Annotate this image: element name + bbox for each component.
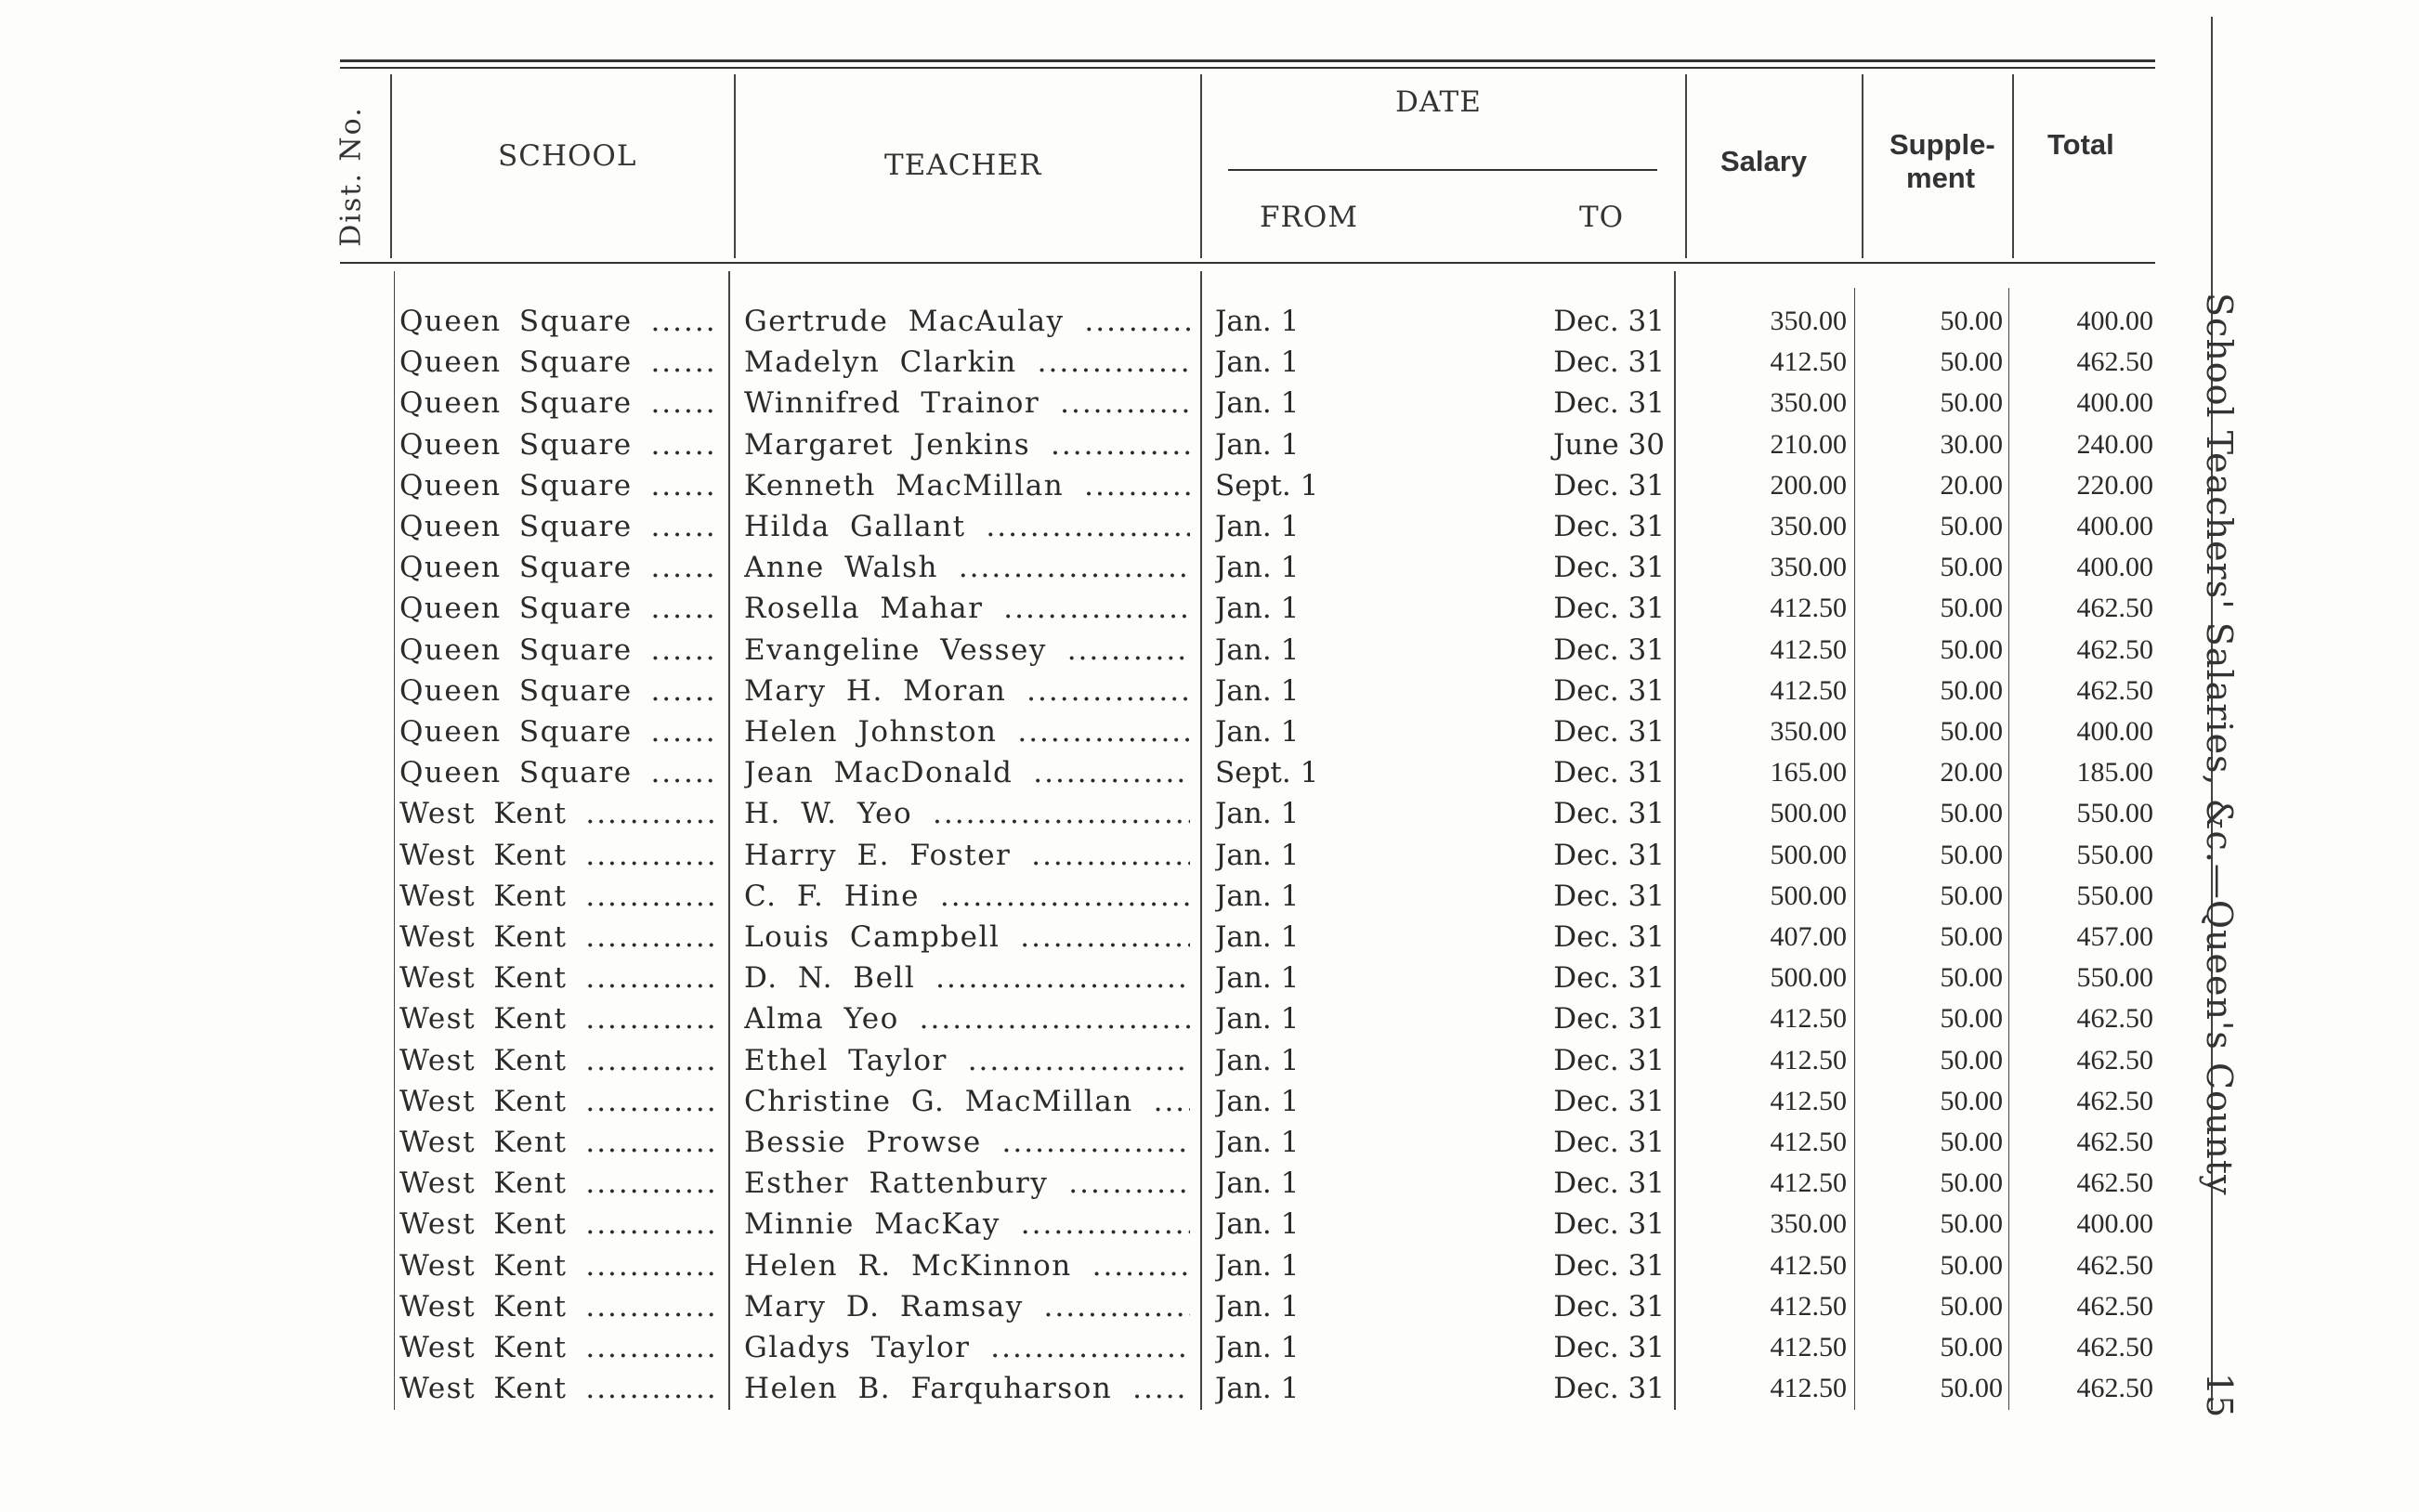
school-cell: West Kent .....	[399, 1368, 715, 1409]
salary-cell: 412.50	[1770, 593, 1847, 623]
to-date-cell: Dec. 31	[1553, 1002, 1665, 1036]
salary-cell: 412.50	[1770, 634, 1847, 665]
from-date-cell: Jan. 1	[1215, 674, 1300, 708]
teacher-cell: Kenneth MacMillan .....	[744, 465, 1190, 506]
teacher-cell: C. F. Hine .....	[744, 876, 1190, 917]
salary-cell: 500.00	[1770, 840, 1847, 870]
teacher-cell: Anne Walsh .....	[744, 547, 1190, 588]
to-date-cell: June 30	[1552, 428, 1665, 462]
from-date-cell: Jan. 1	[1215, 1002, 1300, 1036]
supplement-cell: 50.00	[1940, 1332, 2003, 1362]
supplement-cell: 50.00	[1940, 1167, 2003, 1198]
teacher-cell: Hilda Gallant .....	[744, 506, 1190, 547]
table-row	[0, 1040, 2419, 1081]
table-row	[0, 342, 2419, 383]
from-date-cell: Jan. 1	[1215, 797, 1300, 830]
table-row	[0, 630, 2419, 671]
supplement-cell: 50.00	[1940, 880, 2003, 911]
table-row	[0, 301, 2419, 342]
total-cell: 462.50	[2076, 593, 2153, 623]
teacher-cell: H. W. Yeo .....	[744, 793, 1190, 834]
supplement-cell: 50.00	[1940, 306, 2003, 336]
supplement-cell: 50.00	[1940, 1003, 2003, 1034]
school-cell: Queen Square .....	[399, 671, 715, 711]
school-cell: Queen Square .....	[399, 588, 715, 629]
table-row	[0, 383, 2419, 424]
salary-cell: 350.00	[1770, 511, 1847, 541]
teacher-cell: Esther Rattenbury .....	[744, 1163, 1190, 1204]
to-date-cell: Dec. 31	[1553, 345, 1665, 379]
from-date-cell: Jan. 1	[1215, 1207, 1300, 1241]
total-cell: 550.00	[2076, 880, 2153, 911]
to-date-cell: Dec. 31	[1553, 920, 1665, 954]
school-cell: West Kent .....	[399, 1327, 715, 1368]
total-cell: 400.00	[2076, 387, 2153, 418]
table-row	[0, 547, 2419, 588]
salary-cell: 350.00	[1770, 716, 1847, 747]
total-cell: 400.00	[2076, 511, 2153, 541]
supplement-cell: 50.00	[1940, 716, 2003, 747]
salary-cell: 200.00	[1770, 470, 1847, 501]
from-date-cell: Jan. 1	[1215, 880, 1300, 913]
total-cell: 550.00	[2076, 840, 2153, 870]
to-date-cell: Dec. 31	[1553, 305, 1665, 338]
school-cell: Queen Square .....	[399, 465, 715, 506]
from-date-cell: Jan. 1	[1215, 1249, 1300, 1283]
salary-cell: 350.00	[1770, 552, 1847, 582]
salary-cell: 412.50	[1770, 1167, 1847, 1198]
school-cell: West Kent .....	[399, 835, 715, 876]
table-row	[0, 671, 2419, 711]
total-cell: 462.50	[2076, 675, 2153, 706]
to-date-cell: Dec. 31	[1553, 880, 1665, 913]
to-date-cell: Dec. 31	[1553, 1167, 1665, 1200]
teacher-cell: Madelyn Clarkin .....	[744, 342, 1190, 383]
header-date: DATE	[1395, 85, 1482, 119]
table-row	[0, 1163, 2419, 1204]
salary-cell: 412.50	[1770, 1086, 1847, 1116]
salary-cell: 412.50	[1770, 346, 1847, 377]
from-date-cell: Jan. 1	[1215, 1085, 1300, 1118]
to-date-cell: Dec. 31	[1553, 756, 1665, 789]
from-date-cell: Jan. 1	[1215, 345, 1300, 379]
salary-cell: 500.00	[1770, 798, 1847, 828]
teacher-cell: Gertrude MacAulay .....	[744, 301, 1190, 342]
teacher-cell: Jean MacDonald .....	[744, 752, 1190, 793]
total-cell: 462.50	[2076, 1167, 2153, 1198]
school-cell: West Kent .....	[399, 1245, 715, 1286]
from-date-cell: Jan. 1	[1215, 592, 1300, 625]
school-cell: West Kent .....	[399, 1081, 715, 1122]
salary-cell: 412.50	[1770, 1373, 1847, 1403]
from-date-cell: Sept. 1	[1215, 469, 1319, 502]
salary-cell: 165.00	[1770, 757, 1847, 788]
total-cell: 462.50	[2076, 1086, 2153, 1116]
to-date-cell: Dec. 31	[1553, 469, 1665, 502]
total-cell: 550.00	[2076, 798, 2153, 828]
table-row	[0, 1122, 2419, 1163]
supplement-cell: 50.00	[1940, 840, 2003, 870]
teacher-cell: Minnie MacKay .....	[744, 1204, 1190, 1245]
header-supplement-line1: Supple-	[1889, 128, 1995, 161]
school-cell: Queen Square .....	[399, 752, 715, 793]
total-cell: 400.00	[2076, 716, 2153, 747]
supplement-cell: 50.00	[1940, 1045, 2003, 1075]
from-date-cell: Jan. 1	[1215, 961, 1300, 995]
salary-cell: 500.00	[1770, 880, 1847, 911]
supplement-cell: 50.00	[1940, 552, 2003, 582]
teacher-cell: Helen Johnston .....	[744, 711, 1190, 752]
from-date-cell: Jan. 1	[1215, 1044, 1300, 1077]
teacher-cell: Louis Campbell .....	[744, 917, 1190, 958]
supplement-cell: 50.00	[1940, 511, 2003, 541]
total-cell: 462.50	[2076, 1373, 2153, 1403]
salary-cell: 210.00	[1770, 429, 1847, 460]
teacher-cell: Helen R. McKinnon .....	[744, 1245, 1190, 1286]
supplement-cell: 50.00	[1940, 962, 2003, 993]
supplement-cell: 50.00	[1940, 346, 2003, 377]
salary-cell: 500.00	[1770, 962, 1847, 993]
header-vline-supplement	[2012, 74, 2014, 258]
to-date-cell: Dec. 31	[1553, 1044, 1665, 1077]
to-date-cell: Dec. 31	[1553, 715, 1665, 749]
supplement-cell: 50.00	[1940, 675, 2003, 706]
from-date-cell: Jan. 1	[1215, 551, 1300, 584]
school-cell: Queen Square .....	[399, 711, 715, 752]
from-date-cell: Jan. 1	[1215, 510, 1300, 543]
table-row	[0, 424, 2419, 465]
school-cell: West Kent .....	[399, 998, 715, 1039]
date-divider-rule	[1228, 169, 1657, 171]
from-date-cell: Jan. 1	[1215, 1372, 1300, 1405]
supplement-cell: 20.00	[1940, 757, 2003, 788]
table-row	[0, 1368, 2419, 1409]
table-row	[0, 1327, 2419, 1368]
to-date-cell: Dec. 31	[1553, 1372, 1665, 1405]
school-cell: West Kent .....	[399, 876, 715, 917]
total-cell: 462.50	[2076, 1250, 2153, 1281]
teacher-cell: Margaret Jenkins .....	[744, 424, 1190, 465]
header-salary: Salary	[1720, 145, 1808, 177]
school-cell: West Kent .....	[399, 1163, 715, 1204]
table-row	[0, 1204, 2419, 1245]
salary-cell: 412.50	[1770, 1332, 1847, 1362]
to-date-cell: Dec. 31	[1553, 674, 1665, 708]
school-cell: Queen Square .....	[399, 301, 715, 342]
header-vline-teacher	[1200, 74, 1202, 258]
to-date-cell: Dec. 31	[1553, 1249, 1665, 1283]
salary-cell: 350.00	[1770, 1208, 1847, 1239]
salary-cell: 412.50	[1770, 1045, 1847, 1075]
total-cell: 457.00	[2076, 921, 2153, 952]
school-cell: Queen Square .....	[399, 383, 715, 424]
top-rule-second	[340, 67, 2155, 69]
supplement-cell: 50.00	[1940, 634, 2003, 665]
salary-cell: 412.50	[1770, 1291, 1847, 1322]
supplement-cell: 50.00	[1940, 921, 2003, 952]
to-date-cell: Dec. 31	[1553, 510, 1665, 543]
from-date-cell: Jan. 1	[1215, 1126, 1300, 1159]
from-date-cell: Jan. 1	[1215, 715, 1300, 749]
school-cell: Queen Square .....	[399, 342, 715, 383]
teacher-cell: D. N. Bell .....	[744, 958, 1190, 998]
table-row	[0, 752, 2419, 793]
school-cell: West Kent .....	[399, 793, 715, 834]
to-date-cell: Dec. 31	[1553, 1085, 1665, 1118]
table-row	[0, 835, 2419, 876]
salary-cell: 350.00	[1770, 306, 1847, 336]
table-row	[0, 876, 2419, 917]
supplement-cell: 50.00	[1940, 1208, 2003, 1239]
table-row	[0, 917, 2419, 958]
table-row	[0, 506, 2419, 547]
total-cell: 462.50	[2076, 1045, 2153, 1075]
table-row	[0, 1286, 2419, 1327]
from-date-cell: Jan. 1	[1215, 305, 1300, 338]
table-row	[0, 1245, 2419, 1286]
supplement-cell: 50.00	[1940, 1127, 2003, 1157]
header-bottom-rule	[340, 262, 2155, 264]
header-vline-salary	[1862, 74, 1863, 258]
teacher-cell: Alma Yeo .....	[744, 998, 1190, 1039]
supplement-cell: 50.00	[1940, 1086, 2003, 1116]
header-vline-date	[1685, 74, 1687, 258]
salary-cell: 350.00	[1770, 387, 1847, 418]
total-cell: 462.50	[2076, 1127, 2153, 1157]
table-row	[0, 958, 2419, 998]
header-from: FROM	[1260, 201, 1359, 234]
table-row	[0, 711, 2419, 752]
salary-cell: 412.50	[1770, 1003, 1847, 1034]
teacher-cell: Gladys Taylor .....	[744, 1327, 1190, 1368]
header-dist-no: Dist. No.	[334, 106, 368, 247]
table-row	[0, 793, 2419, 834]
header-school: SCHOOL	[498, 139, 637, 173]
school-cell: West Kent .....	[399, 1286, 715, 1327]
from-date-cell: Jan. 1	[1215, 1167, 1300, 1200]
from-date-cell: Jan. 1	[1215, 1290, 1300, 1323]
teacher-cell: Helen B. Farquharson .....	[744, 1368, 1190, 1409]
table-row	[0, 465, 2419, 506]
to-date-cell: Dec. 31	[1553, 797, 1665, 830]
header-vline-dist	[390, 74, 392, 258]
from-date-cell: Jan. 1	[1215, 386, 1300, 420]
to-date-cell: Dec. 31	[1553, 1126, 1665, 1159]
salary-cell: 412.50	[1770, 675, 1847, 706]
header-to: TO	[1579, 201, 1625, 234]
school-cell: West Kent .....	[399, 1122, 715, 1163]
header-supplement-line2: ment	[1906, 162, 1976, 194]
to-date-cell: Dec. 31	[1553, 1290, 1665, 1323]
total-cell: 462.50	[2076, 1291, 2153, 1322]
total-cell: 462.50	[2076, 346, 2153, 377]
teacher-cell: Mary D. Ramsay .....	[744, 1286, 1190, 1327]
supplement-cell: 50.00	[1940, 798, 2003, 828]
salary-cell: 412.50	[1770, 1250, 1847, 1281]
table-row	[0, 1081, 2419, 1122]
supplement-cell: 30.00	[1940, 429, 2003, 460]
supplement-cell: 50.00	[1940, 593, 2003, 623]
teacher-cell: Bessie Prowse .....	[744, 1122, 1190, 1163]
supplement-cell: 50.00	[1940, 1291, 2003, 1322]
to-date-cell: Dec. 31	[1553, 1331, 1665, 1364]
header-total: Total	[2047, 128, 2114, 161]
total-cell: 400.00	[2076, 552, 2153, 582]
header-vline-school	[734, 74, 736, 258]
table-row	[0, 998, 2419, 1039]
to-date-cell: Dec. 31	[1553, 1207, 1665, 1241]
total-cell: 550.00	[2076, 962, 2153, 993]
salary-cell: 412.50	[1770, 1127, 1847, 1157]
table-row	[0, 588, 2419, 629]
to-date-cell: Dec. 31	[1553, 386, 1665, 420]
running-head: School Teachers' Salaries, &c.—Queen's County	[2199, 293, 2240, 1196]
total-cell: 462.50	[2076, 1332, 2153, 1362]
school-cell: Queen Square .....	[399, 630, 715, 671]
supplement-cell: 20.00	[1940, 470, 2003, 501]
to-date-cell: Dec. 31	[1553, 839, 1665, 872]
from-date-cell: Jan. 1	[1215, 839, 1300, 872]
from-date-cell: Jan. 1	[1215, 920, 1300, 954]
teacher-cell: Evangeline Vessey .....	[744, 630, 1190, 671]
to-date-cell: Dec. 31	[1553, 961, 1665, 995]
to-date-cell: Dec. 31	[1553, 633, 1665, 667]
school-cell: West Kent .....	[399, 917, 715, 958]
school-cell: Queen Square .....	[399, 506, 715, 547]
from-date-cell: Sept. 1	[1215, 756, 1319, 789]
teacher-cell: Mary H. Moran .....	[744, 671, 1190, 711]
supplement-cell: 50.00	[1940, 1373, 2003, 1403]
total-cell: 400.00	[2076, 306, 2153, 336]
total-cell: 220.00	[2076, 470, 2153, 501]
total-cell: 462.50	[2076, 634, 2153, 665]
school-cell: West Kent .....	[399, 958, 715, 998]
header-teacher: TEACHER	[884, 149, 1042, 182]
top-rule	[340, 59, 2155, 62]
from-date-cell: Jan. 1	[1215, 633, 1300, 667]
to-date-cell: Dec. 31	[1553, 551, 1665, 584]
teacher-cell: Rosella Mahar .....	[744, 588, 1190, 629]
total-cell: 240.00	[2076, 429, 2153, 460]
supplement-cell: 50.00	[1940, 1250, 2003, 1281]
page-number: 15	[2199, 1373, 2240, 1418]
teacher-cell: Ethel Taylor .....	[744, 1040, 1190, 1081]
salary-cell: 407.00	[1770, 921, 1847, 952]
total-cell: 400.00	[2076, 1208, 2153, 1239]
teacher-cell: Winnifred Trainor .....	[744, 383, 1190, 424]
from-date-cell: Jan. 1	[1215, 1331, 1300, 1364]
total-cell: 185.00	[2076, 757, 2153, 788]
total-cell: 462.50	[2076, 1003, 2153, 1034]
teacher-cell: Harry E. Foster .....	[744, 835, 1190, 876]
supplement-cell: 50.00	[1940, 387, 2003, 418]
to-date-cell: Dec. 31	[1553, 592, 1665, 625]
teacher-cell: Christine G. MacMillan .....	[744, 1081, 1190, 1122]
school-cell: West Kent .....	[399, 1204, 715, 1245]
school-cell: Queen Square .....	[399, 547, 715, 588]
school-cell: Queen Square .....	[399, 424, 715, 465]
school-cell: West Kent .....	[399, 1040, 715, 1081]
from-date-cell: Jan. 1	[1215, 428, 1300, 462]
